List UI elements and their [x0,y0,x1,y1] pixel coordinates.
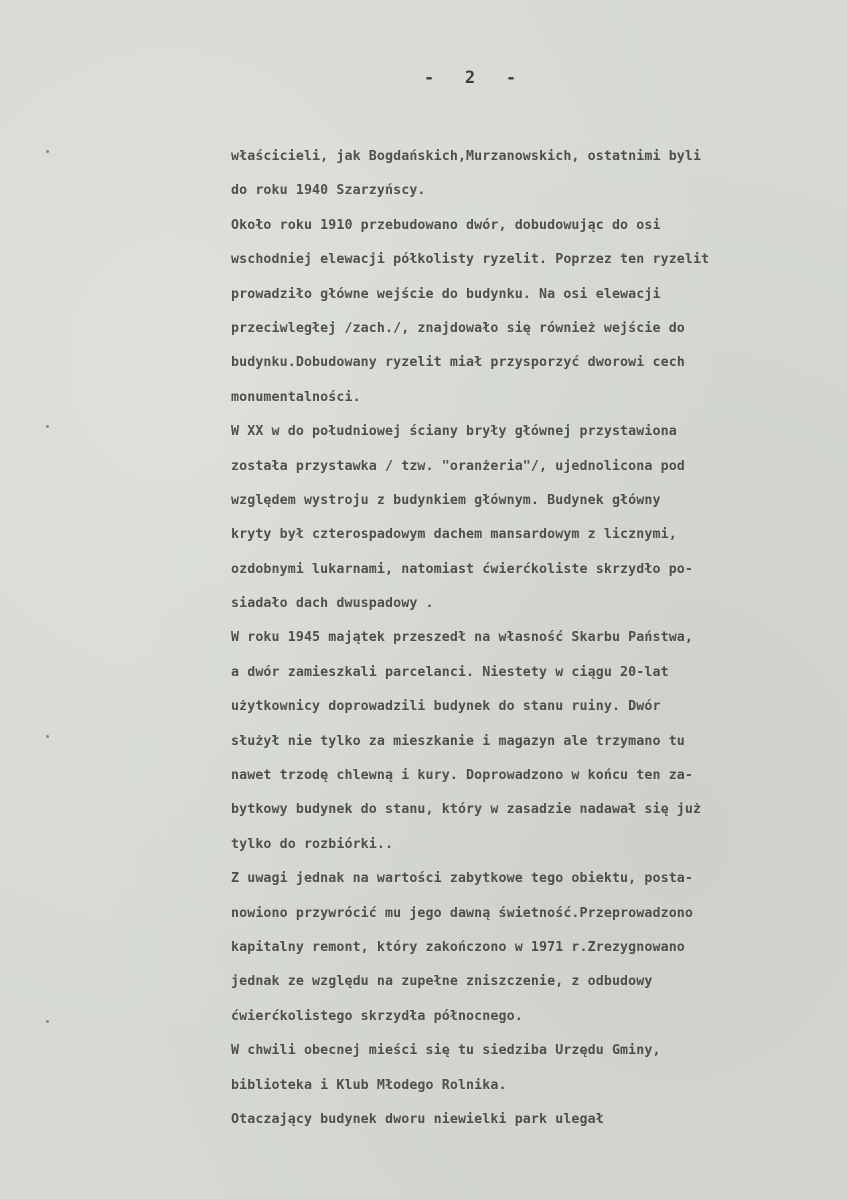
text-line: tylko do rozbiórki.. [231,836,394,852]
text-line: siadało dach dwuspadowy . [231,596,434,612]
margin-mark [46,1020,49,1023]
text-line: wschodniej elewacji półkolisty ryzelit. Poprzez ten ryzelit [231,252,710,268]
text-line: nowiono przywrócić mu jego dawną świetność.Przeprowadzono [231,905,694,921]
page-number: - 2 - [423,68,517,88]
text-line: a dwór zamieszkali parcelanci. Niestety w ciągu 20-lat [231,664,669,680]
text-line: właścicieli, jak Bogdańskich,Murzanowskich, ostatnimi byli [231,149,702,164]
text-line: Otaczający budynek dworu niewielki park ulegał [231,1111,604,1127]
text-line: kryty był czterospadowym dachem mansardowym z licznymi, [231,527,677,543]
text-line: została przystawka / tzw. "oranżeria"/, ujednolicona pod [231,458,685,474]
text-line: Około roku 1910 przebudowano dwór, dobudowując do osi [231,217,661,233]
text-line: budynku.Dobudowany ryzelit miał przysporzyć dworowi cech [231,355,685,371]
text-line: W roku 1945 majątek przeszedł na własność Skarbu Państwa, [231,630,694,646]
text-line: względem wystroju z budynkiem głównym. Budynek główny [231,492,661,508]
text-line: służył nie tylko za mieszkanie i magazyn ale trzymano tu [231,733,685,749]
text-line: W XX w do południowej ściany bryły głównej przystawiona [231,424,677,440]
text-line: biblioteka i Klub Młodego Rolnika. [231,1077,507,1093]
text-line: przeciwległej /zach./, znajdowało się również wejście do [231,320,685,336]
text-line: bytkowy budynek do stanu, który w zasadzie nadawał się już [231,802,702,818]
text-line: ćwierćkolistego skrzydła północnego. [231,1008,523,1024]
typed-text-body [231,140,843,1137]
text-line: W chwili obecnej mieści się tu siedziba Urzędu Gminy, [231,1043,661,1059]
margin-mark [46,735,49,738]
text-line: nawet trzodę chlewną i kury. Doprowadzono w końcu ten za- [231,768,694,784]
text-line: monumentalności. [231,389,361,405]
text-line: ozdobnymi lukarnami, natomiast ćwierćkoliste skrzydło po- [231,561,694,577]
text-line: użytkownicy doprowadzili budynek do stanu ruiny. Dwór [231,699,661,715]
text-line: kapitalny remont, który zakończono w 1971 r.Zrezygnowano [231,939,685,955]
margin-mark [46,425,49,428]
text-line: Z uwagi jednak na wartości zabytkowe tego obiektu, posta- [231,871,694,887]
text-line: prowadziło główne wejście do budynku. Na osi elewacji [231,286,661,302]
margin-mark [46,150,49,153]
text-line: jednak ze względu na zupełne zniszczenie, z odbudowy [231,974,653,990]
text-line: do roku 1940 Szarzyńscy. [231,183,426,199]
